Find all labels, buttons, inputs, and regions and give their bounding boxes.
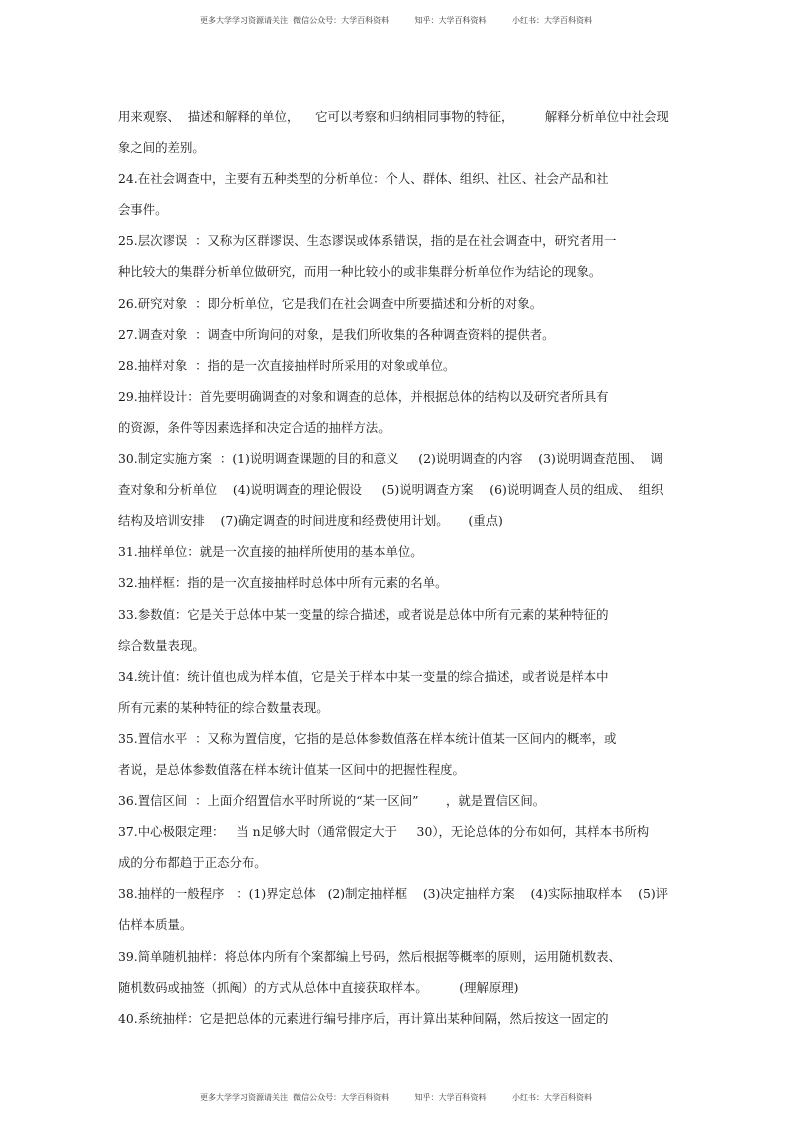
text-line: 所有元素的某种特征的综合数量表现。 xyxy=(118,699,329,715)
text-line: 38.抽样的一般程序 ：(1)界定总体 (2)制定抽样框 (3)决定抽样方案 (4)实际抽取样本 (5)评 xyxy=(118,886,669,902)
text-line: 随机数码或抽签（抓阄）的方式从总体中直接获取样本。 (理解原理) xyxy=(118,979,519,995)
text-line: 35.置信水平 ：又称为置信度，它指的是总体参数值落在样本统计值某一区间内的概率，或 xyxy=(118,730,617,746)
text-line: 种比较大的集群分析单位做研究，而用一种比较小的或非集群分析单位作为结论的现象。 xyxy=(118,264,602,280)
text-line: 39.简单随机抽样：将总体内所有个案都编上号码，然后根据等概率的原则，运用随机数表、 xyxy=(118,948,621,964)
text-line: 28.抽样对象 ：指的是一次直接抽样时所采用的对象或单位。 xyxy=(118,357,456,373)
text-line: 26.研究对象 ：即分析单位，它是我们在社会调查中所要描述和分析的对象。 xyxy=(118,295,543,311)
text-line: 27.调查对象 ：调查中所询问的对象，是我们所收集的各种调查资料的提供者。 xyxy=(118,326,555,342)
page-footer: 更多大学学习资源请关注 微信公众号：大学百科资料 知乎：大学百科资料 小红书：大学百科资料 xyxy=(200,1093,592,1102)
text-line: 40.系统抽样：它是把总体的元素进行编号排序后，再计算出某种间隔，然后按这一固定的 xyxy=(118,1010,609,1026)
text-line: 的资源，条件等因素选择和决定合适的抽样方法。 xyxy=(118,419,391,435)
page-header: 更多大学学习资源请关注 微信公众号：大学百科资料 知乎：大学百科资料 小红书：大学百科资料 xyxy=(200,16,592,25)
text-line: 会事件。 xyxy=(118,202,168,218)
text-line: 查对象和分析单位 (4)说明调查的理论假设 (5)说明调查方案 (6)说明调查人员的组成、 组织 xyxy=(118,482,664,498)
text-line: 36.置信区间 ：上面介绍置信水平时所说的“某一区间” ，就是置信区间。 xyxy=(118,793,546,809)
text-line: 30.制定实施方案 ：(1)说明调查课题的目的和意义 (2)说明调查的内容 (3)说明调查范围、 调 xyxy=(118,451,663,467)
text-line: 象之间的差别。 xyxy=(118,140,205,156)
text-line: 综合数量表现。 xyxy=(118,637,205,653)
text-line: 者说，是总体参数值落在样本统计值某一区间中的把握性程度。 xyxy=(118,761,465,777)
text-line: 结构及培训安排 (7)确定调查的时间进度和经费使用计划。 (重点) xyxy=(118,513,503,529)
text-line: 37.中心极限定理： 当 n足够大时（通常假定大于 30），无论总体的分布如何，其样本书所构 xyxy=(118,824,650,840)
text-line: 24.在社会调查中，主要有五种类型的分析单位：个人、群体、组织、社区、社会产品和社 xyxy=(118,171,609,187)
text-line: 34.统计值：统计值也成为样本值，它是关于样本中某一变量的综合描述，或者说是样本中 xyxy=(118,668,609,684)
document-body xyxy=(118,101,678,1034)
text-line: 29.抽样设计：首先要明确调查的对象和调查的总体，并根据总体的结构以及研究者所具有 xyxy=(118,388,609,404)
text-line: 估样本质量。 xyxy=(118,917,193,933)
text-line: 成的分布都趋于正态分布。 xyxy=(118,855,267,871)
text-line: 25.层次谬误 ：又称为区群谬误、生态谬误或体系错误，指的是在社会调查中，研究者用一 xyxy=(118,233,617,249)
text-line: 31.抽样单位：就是一次直接的抽样所使用的基本单位。 xyxy=(118,544,423,560)
text-line: 33.参数值：它是关于总体中某一变量的综合描述，或者说是总体中所有元素的某种特征的 xyxy=(118,606,609,622)
text-line: 用来观察、 描述和解释的单位， 它可以考察和归纳相同事物的特征， 解释分析单位中社会现 xyxy=(118,109,669,124)
text-line: 32.抽样框：指的是一次直接抽样时总体中所有元素的名单。 xyxy=(118,575,448,591)
